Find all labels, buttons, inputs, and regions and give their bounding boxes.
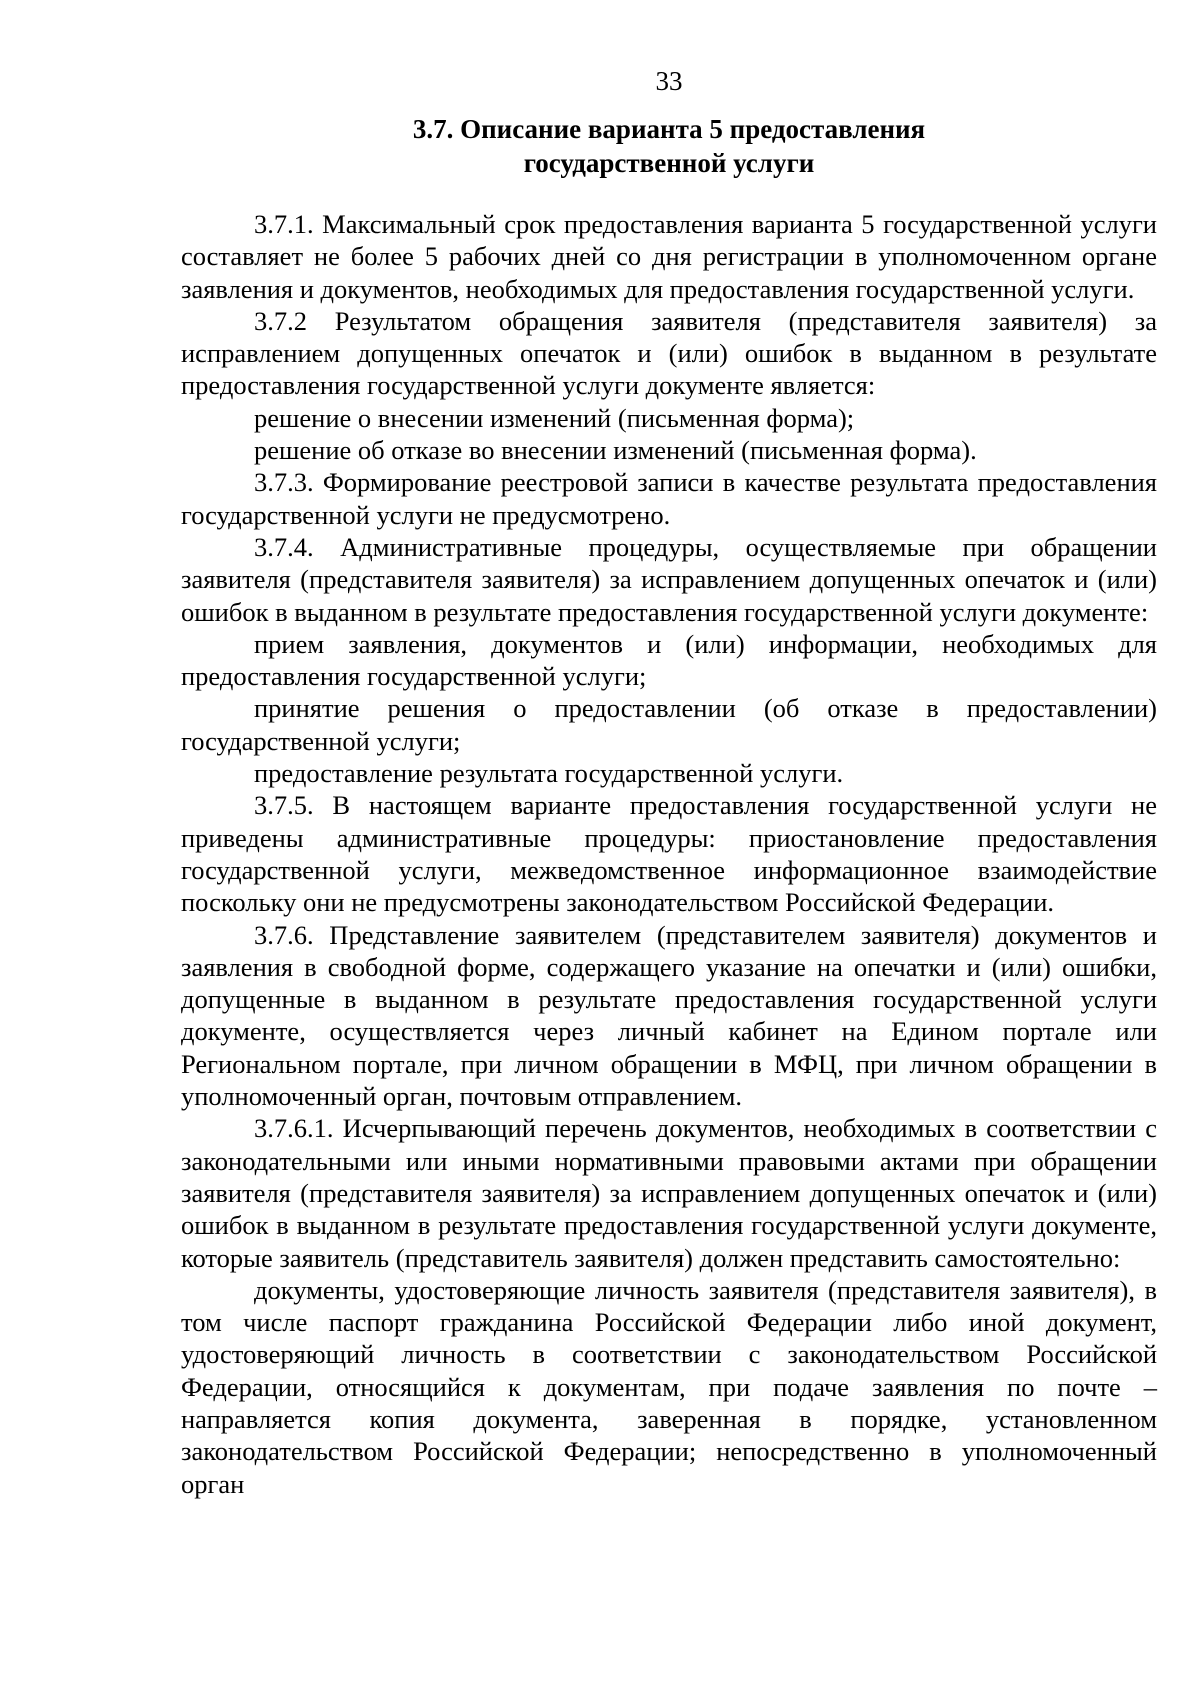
section-title [0, 112, 1200, 180]
document-body [181, 208, 1157, 1500]
page-number: 33 [655, 66, 683, 96]
list-item-reception: прием заявления, документов и (или) информации, необходимых для предоставления государственной услуги; [181, 628, 1157, 692]
paragraph-3-7-3: 3.7.3. Формирование реестровой записи в качестве результата предоставления государственной услуги не предусмотрено. [181, 467, 1157, 530]
paragraph-3-7-5: 3.7.5. В настоящем варианте предоставления государственной услуги не приведены административные процедуры: приостановление предоставления государственной услуги, межведомственное информационное взаимодействие поскольку они не предусмотрены законодательством Российской Федерации. [181, 790, 1157, 918]
paragraph-3-7-1: 3.7.1. Максимальный срок предоставления варианта 5 государственной услуги составляет не более 5 рабочих дней со дня регистрации в уполномоченном органе заявления и документов, необходимых для предоставления государственной услуги. [181, 209, 1157, 304]
list-item-decision-refusal: решение об отказе во внесении изменений (письменная форма). [254, 435, 977, 466]
paragraph-3-7-4: 3.7.4. Административные процедуры, осуществляемые при обращении заявителя (представителя заявителя) за исправлением допущенных опечаток и (или) ошибок в выданном в результате предоставления государственной услуги документе: [181, 531, 1157, 627]
section-title-line-2: государственной услуги [523, 148, 815, 178]
paragraph-3-7-2: 3.7.2 Результатом обращения заявителя (представителя заявителя) за исправлением допущенных опечаток и (или) ошибок в выданном в результате предоставления государственной услуги документе является: [181, 305, 1157, 401]
paragraph-3-7-6: 3.7.6. Представление заявителем (представителем заявителя) документов и заявления в свободной форме, содержащего указание на опечатки и (или) ошибки, допущенные в выданном в результате предоставления государственной услуги документе, осуществляется через личный кабинет на Едином портале или Региональном портале, при личном обращении в МФЦ, при личном обращении в уполномоченный орган, почтовым отправлением. [181, 919, 1157, 1112]
list-item-decision-making: принятие решения о предоставлении (об отказе в предоставлении) государственной услуги; [181, 693, 1157, 756]
paragraph-3-7-6-1: 3.7.6.1. Исчерпывающий перечень документов, необходимых в соответствии с законодательными или иными нормативными правовыми актами при обращении заявителя (представителя заявителя) за исправлением допущенных опечаток и (или) ошибок в выданном в результате предоставления государственной услуги документе, которые заявитель (представитель заявителя) должен представить самостоятельно: [181, 1113, 1157, 1273]
list-item-identity-documents: документы, удостоверяющие личность заявителя (представителя заявителя), в том числе паспорт гражданина Российской Федерации либо иной документ, удостоверяющий личность в соответствии с законодательством Российской Федерации, относящийся к документам, при подаче заявления по почте – направляется копия документа, заверенная в порядке, установленном законодательством Российской Федерации; непосредственно в уполномоченный орган [181, 1274, 1157, 1499]
list-item-decision-changes: решение о внесении изменений (письменная форма); [254, 402, 855, 433]
section-title-line-1: 3.7. Описание варианта 5 предоставления [412, 114, 926, 144]
list-item-result-provision: предоставление результата государственной услуги. [254, 758, 844, 789]
